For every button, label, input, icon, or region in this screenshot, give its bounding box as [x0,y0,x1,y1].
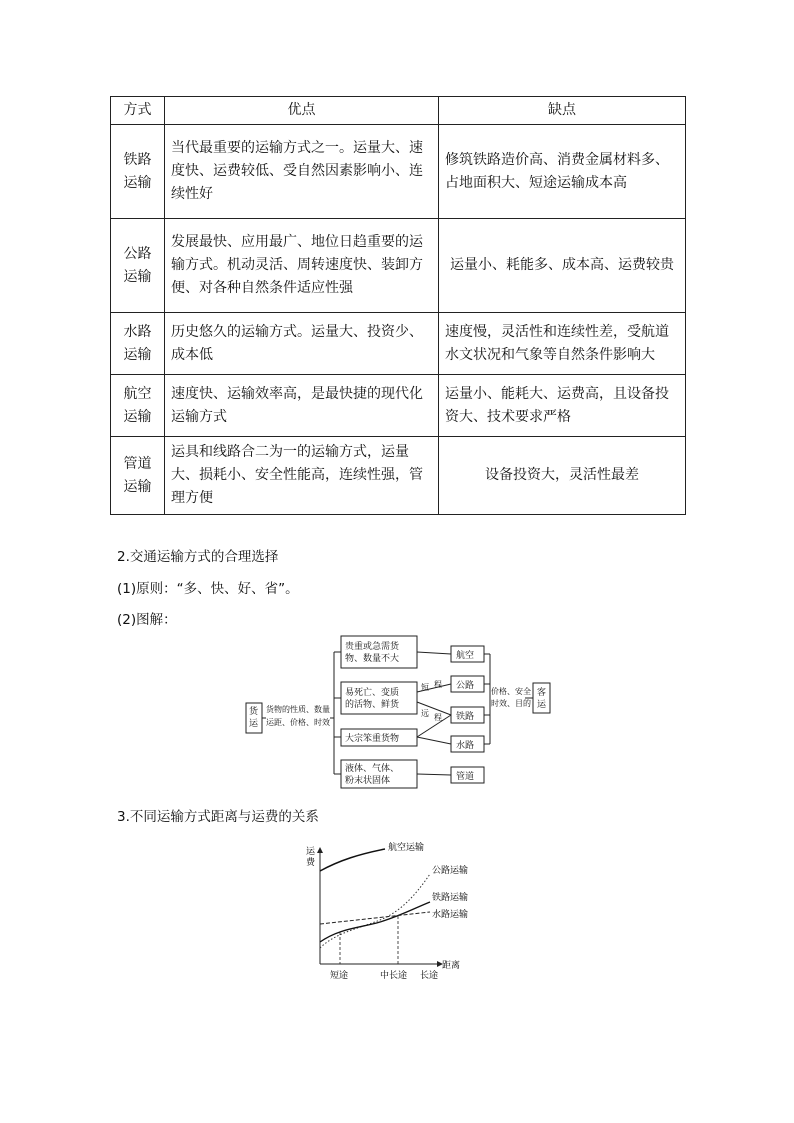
mode-label-water: 水路 [456,741,475,751]
goods-line: 贵重或急需货 [345,642,400,652]
series-line-road [320,874,430,948]
goods-label [345,762,399,786]
cargo-criteria-line: 运距、价格、时效 [266,718,330,727]
header-disadvantages: 缺点 [439,97,686,125]
table-header-row [111,97,686,125]
passenger-criteria-line: 时效、目的 [491,699,531,708]
series-line-air [320,849,385,871]
mode-label-rail: 铁路 [456,712,475,722]
mode-cell: 铁路 运输 [111,125,165,219]
route-label: 程 [434,713,442,722]
diagram-label: (2)图解： [117,612,177,628]
cargo-line: 货 [249,707,259,717]
series-label-road: 公路运输 [432,866,469,876]
disadvantages-cell: 设备投资大，灵活性最差 [439,437,686,515]
x-axis-label: 距离 [442,961,461,971]
table-row [111,125,686,219]
y-axis-label-char: 运 [306,847,316,857]
series-line-rail [320,902,430,942]
x-tick-medium-long: 中长途 [380,971,408,981]
goods-line: 粉末状固体 [345,776,391,786]
header-mode: 方式 [111,97,165,125]
cargo-label [249,705,259,729]
x-tick-short: 短途 [330,971,349,981]
table-row [111,437,686,515]
goods-line: 易死亡、变质 [345,688,400,698]
transport-choice-diagram [240,630,560,790]
passenger-line: 运 [537,700,547,710]
principle-text: (1)原则：“多、快、好、省”。 [117,581,299,597]
y-axis-label [306,846,316,868]
disadvantages-cell: 速度慢，灵活性和连续性差，受航道水文状况和气象等自然条件影响大 [439,313,686,375]
mode-cell: 公路 运输 [111,219,165,313]
cargo-line: 运 [249,719,259,729]
mode-cell: 航空 运输 [111,375,165,437]
mode-cell: 管道 运输 [111,437,165,515]
goods-label [345,686,400,710]
mode-label-road: 公路 [456,681,475,691]
route-label: 程 [434,680,442,689]
passenger-criteria [491,686,531,708]
mode-cell: 水路 运输 [111,313,165,375]
cargo-criteria [266,704,330,727]
transport-comparison-table [110,96,686,515]
series-label-air: 航空运输 [388,843,425,853]
passenger-label [537,686,547,710]
header-advantages: 优点 [165,97,439,125]
series-label-water: 水路运输 [432,910,469,920]
advantages-cell: 历史悠久的运输方式。运量大、投资少、成本低 [165,313,439,375]
advantages-cell: 发展最快、应用最广、地位日趋重要的运输方式。机动灵活、周转速度快、装卸方便、对各种自然条件适应性强 [165,219,439,313]
y-axis-label-char: 费 [306,858,316,868]
x-tick-long: 长途 [420,971,439,981]
distance-cost-chart [300,838,490,988]
series-line-water [320,912,430,924]
goods-line: 液体、气体、 [345,764,400,774]
disadvantages-cell: 修筑铁路造价高、消费金属材料多、占地面积大、短途运输成本高 [439,125,686,219]
cargo-criteria-line: 货物的性质、数量 [266,705,330,714]
advantages-cell: 速度快、运输效率高，是最快捷的现代化运输方式 [165,375,439,437]
advantages-cell: 当代最重要的运输方式之一。运量大、速度快、运费较低、受自然因素影响小、连续性好 [165,125,439,219]
table-row [111,219,686,313]
passenger-line: 客 [537,688,547,698]
section-2-title: 2.交通运输方式的合理选择 [117,549,279,565]
short-distance-label: 短 [421,683,429,692]
goods-line: 的活物、鲜货 [345,700,400,710]
goods-label: 大宗笨重货物 [345,734,400,744]
series-label-rail: 铁路运输 [432,893,469,903]
table-row [111,313,686,375]
passenger-criteria-line: 价格、安全 [491,687,531,696]
disadvantages-cell: 运量小、能耗大、运费高，且设备投资大、技术要求严格 [439,375,686,437]
goods-label [345,640,400,664]
table-row [111,375,686,437]
goods-line: 物、数量不大 [345,654,400,664]
section-3-title: 3.不同运输方式距离与运费的关系 [117,809,319,825]
far-distance-label: 远 [421,709,429,718]
mode-label-pipeline: 管道 [456,772,475,782]
disadvantages-cell: 运量小、耗能多、成本高、运费较贵 [439,219,686,313]
advantages-cell: 运具和线路合二为一的运输方式，运量大、损耗小、安全性能高，连续性强，管理方便 [165,437,439,515]
mode-label-air: 航空 [456,651,475,661]
